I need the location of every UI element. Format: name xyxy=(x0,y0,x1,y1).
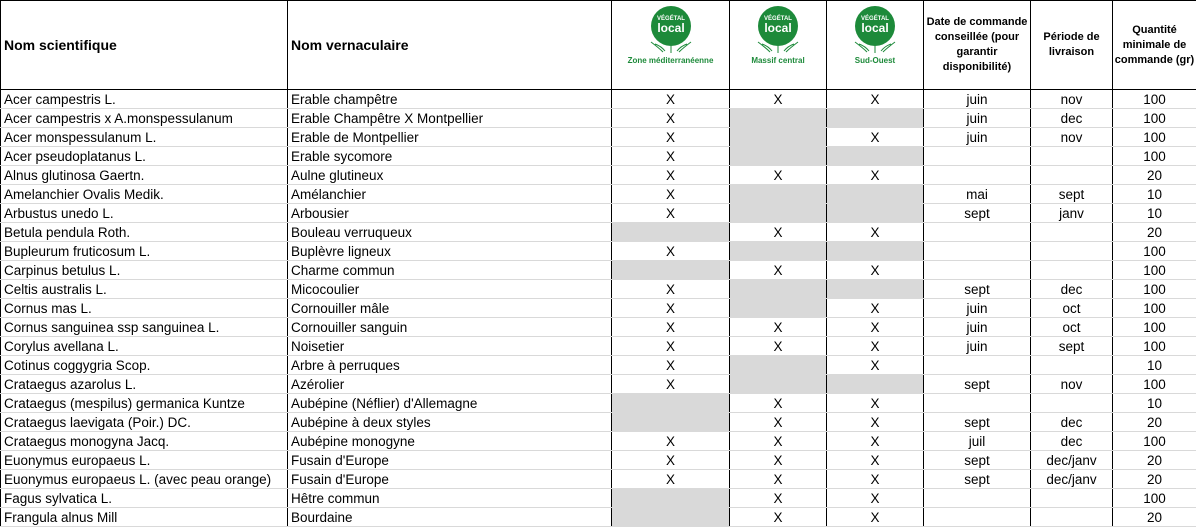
cell-zone-mediterraneenne xyxy=(612,508,730,527)
cell-zone-mediterraneenne: X xyxy=(612,185,730,204)
cell-vernacular-name: Noisetier xyxy=(288,337,612,356)
cell-scientific-name: Corylus avellana L. xyxy=(1,337,288,356)
cell-order-date: juin xyxy=(924,318,1031,337)
cell-vernacular-name: Buplèvre ligneux xyxy=(288,242,612,261)
cell-zone-mediterraneenne: X xyxy=(612,470,730,489)
cell-min-quantity: 100 xyxy=(1113,337,1196,356)
cell-scientific-name: Frangula alnus Mill xyxy=(1,508,288,527)
cell-scientific-name: Acer campestris x A.monspessulanum xyxy=(1,109,288,128)
cell-min-quantity: 20 xyxy=(1113,166,1196,185)
table-row xyxy=(1,432,1196,451)
svg-text:local: local xyxy=(657,21,684,35)
cell-order-date: juin xyxy=(924,109,1031,128)
cell-massif-central xyxy=(730,147,827,166)
cell-scientific-name: Arbustus unedo L. xyxy=(1,204,288,223)
header-min-quantity: Quantité minimale de commande (gr) xyxy=(1113,1,1196,90)
cell-zone-mediterraneenne: X xyxy=(612,337,730,356)
cell-min-quantity: 100 xyxy=(1113,318,1196,337)
cell-order-date xyxy=(924,356,1031,375)
cell-delivery-period xyxy=(1031,166,1113,185)
cell-scientific-name: Crataegus azarolus L. xyxy=(1,375,288,394)
cell-min-quantity: 10 xyxy=(1113,185,1196,204)
cell-zone-mediterraneenne: X xyxy=(612,90,730,109)
cell-zone-mediterraneenne: X xyxy=(612,318,730,337)
cell-delivery-period: dec xyxy=(1031,280,1113,299)
cell-scientific-name: Amelanchier Ovalis Medik. xyxy=(1,185,288,204)
cell-vernacular-name: Fusain d'Europe xyxy=(288,451,612,470)
cell-vernacular-name: Fusain d'Europe xyxy=(288,470,612,489)
svg-text:VÉGÉTAL: VÉGÉTAL xyxy=(764,14,792,22)
cell-zone-mediterraneenne: X xyxy=(612,375,730,394)
cell-scientific-name: Acer pseudoplatanus L. xyxy=(1,147,288,166)
cell-sud-ouest: X xyxy=(827,432,924,451)
cell-sud-ouest: X xyxy=(827,318,924,337)
cell-sud-ouest xyxy=(827,147,924,166)
cell-zone-mediterraneenne xyxy=(612,413,730,432)
cell-scientific-name: Acer monspessulanum L. xyxy=(1,128,288,147)
cell-vernacular-name: Erable Champêtre X Montpellier xyxy=(288,109,612,128)
cell-order-date: sept xyxy=(924,375,1031,394)
cell-delivery-period xyxy=(1031,242,1113,261)
cell-vernacular-name: Arbre à perruques xyxy=(288,356,612,375)
table-row xyxy=(1,147,1196,166)
cell-massif-central: X xyxy=(730,413,827,432)
cell-delivery-period: nov xyxy=(1031,128,1113,147)
header-sud-ouest xyxy=(827,1,924,90)
cell-vernacular-name: Micocoulier xyxy=(288,280,612,299)
cell-sud-ouest: X xyxy=(827,261,924,280)
cell-order-date: juin xyxy=(924,90,1031,109)
cell-scientific-name: Crataegus monogyna Jacq. xyxy=(1,432,288,451)
cell-sud-ouest: X xyxy=(827,299,924,318)
cell-sud-ouest: X xyxy=(827,470,924,489)
cell-vernacular-name: Cornouiller mâle xyxy=(288,299,612,318)
cell-min-quantity: 100 xyxy=(1113,432,1196,451)
zone-label: Sud-Ouest xyxy=(855,56,895,65)
table-row xyxy=(1,90,1196,109)
cell-order-date xyxy=(924,489,1031,508)
cell-zone-mediterraneenne: X xyxy=(612,147,730,166)
cell-sud-ouest: X xyxy=(827,337,924,356)
cell-massif-central: X xyxy=(730,337,827,356)
table-row xyxy=(1,489,1196,508)
cell-delivery-period xyxy=(1031,394,1113,413)
cell-order-date: juil xyxy=(924,432,1031,451)
cell-sud-ouest: X xyxy=(827,166,924,185)
svg-text:VÉGÉTAL: VÉGÉTAL xyxy=(861,14,889,22)
cell-delivery-period: sept xyxy=(1031,185,1113,204)
table-row xyxy=(1,451,1196,470)
cell-zone-mediterraneenne: X xyxy=(612,432,730,451)
header-order-date: Date de commande conseillée (pour garantir disponibilité) xyxy=(924,1,1031,90)
cell-zone-mediterraneenne xyxy=(612,394,730,413)
cell-min-quantity: 100 xyxy=(1113,128,1196,147)
cell-delivery-period: nov xyxy=(1031,375,1113,394)
cell-massif-central xyxy=(730,185,827,204)
cell-min-quantity: 10 xyxy=(1113,204,1196,223)
table-row xyxy=(1,318,1196,337)
cell-order-date: sept xyxy=(924,280,1031,299)
cell-min-quantity: 20 xyxy=(1113,223,1196,242)
cell-massif-central xyxy=(730,109,827,128)
cell-massif-central xyxy=(730,280,827,299)
cell-scientific-name: Euonymus europaeus L. (avec peau orange) xyxy=(1,470,288,489)
cell-order-date xyxy=(924,166,1031,185)
cell-sud-ouest xyxy=(827,109,924,128)
cell-order-date: sept xyxy=(924,470,1031,489)
cell-min-quantity: 20 xyxy=(1113,470,1196,489)
cell-delivery-period xyxy=(1031,261,1113,280)
cell-min-quantity: 10 xyxy=(1113,356,1196,375)
cell-min-quantity: 100 xyxy=(1113,242,1196,261)
cell-sud-ouest: X xyxy=(827,394,924,413)
cell-order-date: mai xyxy=(924,185,1031,204)
cell-scientific-name: Euonymus europaeus L. xyxy=(1,451,288,470)
svg-text:local: local xyxy=(764,21,791,35)
table-row xyxy=(1,166,1196,185)
cell-zone-mediterraneenne: X xyxy=(612,109,730,128)
table-row xyxy=(1,299,1196,318)
table-row xyxy=(1,356,1196,375)
cell-order-date xyxy=(924,223,1031,242)
cell-massif-central: X xyxy=(730,90,827,109)
cell-vernacular-name: Azérolier xyxy=(288,375,612,394)
cell-vernacular-name: Erable de Montpellier xyxy=(288,128,612,147)
cell-scientific-name: Celtis australis L. xyxy=(1,280,288,299)
cell-order-date: juin xyxy=(924,299,1031,318)
table-row xyxy=(1,280,1196,299)
vegetal-local-logo-icon xyxy=(641,4,701,54)
table-row xyxy=(1,223,1196,242)
cell-sud-ouest: X xyxy=(827,413,924,432)
header-zone-mediterraneenne xyxy=(612,1,730,90)
cell-delivery-period: oct xyxy=(1031,318,1113,337)
cell-zone-mediterraneenne: X xyxy=(612,280,730,299)
cell-min-quantity: 100 xyxy=(1113,109,1196,128)
table-row xyxy=(1,204,1196,223)
cell-massif-central: X xyxy=(730,508,827,527)
cell-zone-mediterraneenne: X xyxy=(612,242,730,261)
cell-zone-mediterraneenne: X xyxy=(612,166,730,185)
cell-massif-central: X xyxy=(730,394,827,413)
table-row xyxy=(1,394,1196,413)
cell-scientific-name: Bupleurum fruticosum L. xyxy=(1,242,288,261)
cell-vernacular-name: Bourdaine xyxy=(288,508,612,527)
svg-text:VÉGÉTAL: VÉGÉTAL xyxy=(657,14,685,22)
cell-sud-ouest: X xyxy=(827,223,924,242)
cell-vernacular-name: Aubépine monogyne xyxy=(288,432,612,451)
cell-delivery-period xyxy=(1031,223,1113,242)
header-vernacular-name: Nom vernaculaire xyxy=(288,1,612,90)
cell-scientific-name: Betula pendula Roth. xyxy=(1,223,288,242)
table-body xyxy=(1,90,1196,527)
cell-vernacular-name: Amélanchier xyxy=(288,185,612,204)
cell-sud-ouest: X xyxy=(827,451,924,470)
cell-delivery-period xyxy=(1031,356,1113,375)
cell-vernacular-name: Charme commun xyxy=(288,261,612,280)
cell-min-quantity: 100 xyxy=(1113,489,1196,508)
cell-massif-central: X xyxy=(730,223,827,242)
cell-scientific-name: Crataegus (mespilus) germanica Kuntze xyxy=(1,394,288,413)
table-row xyxy=(1,337,1196,356)
cell-order-date xyxy=(924,147,1031,166)
cell-min-quantity: 100 xyxy=(1113,90,1196,109)
cell-scientific-name: Acer campestris L. xyxy=(1,90,288,109)
cell-vernacular-name: Arbousier xyxy=(288,204,612,223)
cell-order-date: sept xyxy=(924,413,1031,432)
cell-order-date: juin xyxy=(924,337,1031,356)
cell-min-quantity: 20 xyxy=(1113,413,1196,432)
vegetal-local-logo-icon xyxy=(748,4,808,54)
cell-vernacular-name: Aubépine à deux styles xyxy=(288,413,612,432)
cell-delivery-period: nov xyxy=(1031,90,1113,109)
cell-delivery-period xyxy=(1031,508,1113,527)
zone-label: Massif central xyxy=(751,56,804,65)
table-row xyxy=(1,185,1196,204)
cell-min-quantity: 100 xyxy=(1113,299,1196,318)
cell-vernacular-name: Erable sycomore xyxy=(288,147,612,166)
cell-delivery-period xyxy=(1031,489,1113,508)
cell-min-quantity: 100 xyxy=(1113,280,1196,299)
cell-vernacular-name: Erable champêtre xyxy=(288,90,612,109)
cell-sud-ouest xyxy=(827,375,924,394)
cell-vernacular-name: Aulne glutineux xyxy=(288,166,612,185)
cell-delivery-period: dec/janv xyxy=(1031,470,1113,489)
cell-massif-central xyxy=(730,356,827,375)
cell-order-date: juin xyxy=(924,128,1031,147)
cell-delivery-period: oct xyxy=(1031,299,1113,318)
header-scientific-name: Nom scientifique xyxy=(1,1,288,90)
cell-massif-central: X xyxy=(730,261,827,280)
cell-delivery-period: dec/janv xyxy=(1031,451,1113,470)
cell-sud-ouest: X xyxy=(827,489,924,508)
table-row xyxy=(1,242,1196,261)
cell-sud-ouest xyxy=(827,280,924,299)
cell-vernacular-name: Aubépine (Néflier) d'Allemagne xyxy=(288,394,612,413)
cell-sud-ouest: X xyxy=(827,356,924,375)
cell-massif-central: X xyxy=(730,432,827,451)
cell-zone-mediterraneenne: X xyxy=(612,204,730,223)
cell-delivery-period xyxy=(1031,147,1113,166)
cell-order-date xyxy=(924,242,1031,261)
cell-delivery-period: sept xyxy=(1031,337,1113,356)
cell-min-quantity: 20 xyxy=(1113,451,1196,470)
cell-min-quantity: 20 xyxy=(1113,508,1196,527)
cell-scientific-name: Fagus sylvatica L. xyxy=(1,489,288,508)
header-row xyxy=(1,1,1196,90)
vegetal-local-logo-icon xyxy=(845,4,905,54)
cell-sud-ouest: X xyxy=(827,128,924,147)
cell-order-date: sept xyxy=(924,204,1031,223)
cell-scientific-name: Cotinus coggygria Scop. xyxy=(1,356,288,375)
table-row xyxy=(1,413,1196,432)
cell-scientific-name: Crataegus laevigata (Poir.) DC. xyxy=(1,413,288,432)
cell-min-quantity: 10 xyxy=(1113,394,1196,413)
cell-massif-central: X xyxy=(730,318,827,337)
cell-sud-ouest xyxy=(827,242,924,261)
header-delivery-period: Période de livraison xyxy=(1031,1,1113,90)
cell-zone-mediterraneenne: X xyxy=(612,356,730,375)
svg-text:local: local xyxy=(861,21,888,35)
cell-delivery-period: dec xyxy=(1031,413,1113,432)
table-row xyxy=(1,128,1196,147)
cell-sud-ouest: X xyxy=(827,90,924,109)
cell-massif-central xyxy=(730,242,827,261)
cell-vernacular-name: Hêtre commun xyxy=(288,489,612,508)
cell-zone-mediterraneenne: X xyxy=(612,451,730,470)
cell-massif-central xyxy=(730,375,827,394)
cell-zone-mediterraneenne: X xyxy=(612,299,730,318)
cell-order-date: sept xyxy=(924,451,1031,470)
cell-vernacular-name: Cornouiller sanguin xyxy=(288,318,612,337)
cell-order-date xyxy=(924,394,1031,413)
table-row xyxy=(1,261,1196,280)
table-row xyxy=(1,508,1196,527)
cell-massif-central: X xyxy=(730,489,827,508)
cell-sud-ouest: X xyxy=(827,508,924,527)
cell-min-quantity: 100 xyxy=(1113,261,1196,280)
table-row xyxy=(1,470,1196,489)
cell-delivery-period: dec xyxy=(1031,432,1113,451)
cell-scientific-name: Cornus mas L. xyxy=(1,299,288,318)
cell-order-date xyxy=(924,508,1031,527)
cell-massif-central xyxy=(730,204,827,223)
cell-scientific-name: Alnus glutinosa Gaertn. xyxy=(1,166,288,185)
cell-zone-mediterraneenne xyxy=(612,223,730,242)
cell-massif-central xyxy=(730,128,827,147)
cell-zone-mediterraneenne xyxy=(612,489,730,508)
cell-min-quantity: 100 xyxy=(1113,375,1196,394)
cell-zone-mediterraneenne: X xyxy=(612,128,730,147)
cell-vernacular-name: Bouleau verruqueux xyxy=(288,223,612,242)
cell-scientific-name: Cornus sanguinea ssp sanguinea L. xyxy=(1,318,288,337)
cell-massif-central: X xyxy=(730,451,827,470)
table-row xyxy=(1,375,1196,394)
cell-delivery-period: dec xyxy=(1031,109,1113,128)
cell-sud-ouest xyxy=(827,204,924,223)
cell-order-date xyxy=(924,261,1031,280)
cell-scientific-name: Carpinus betulus L. xyxy=(1,261,288,280)
cell-massif-central xyxy=(730,299,827,318)
zone-label: Zone méditerranéenne xyxy=(628,56,714,65)
cell-sud-ouest xyxy=(827,185,924,204)
table-row xyxy=(1,109,1196,128)
cell-massif-central: X xyxy=(730,166,827,185)
cell-min-quantity: 100 xyxy=(1113,147,1196,166)
cell-zone-mediterraneenne xyxy=(612,261,730,280)
cell-delivery-period: janv xyxy=(1031,204,1113,223)
cell-massif-central: X xyxy=(730,470,827,489)
header-massif-central xyxy=(730,1,827,90)
